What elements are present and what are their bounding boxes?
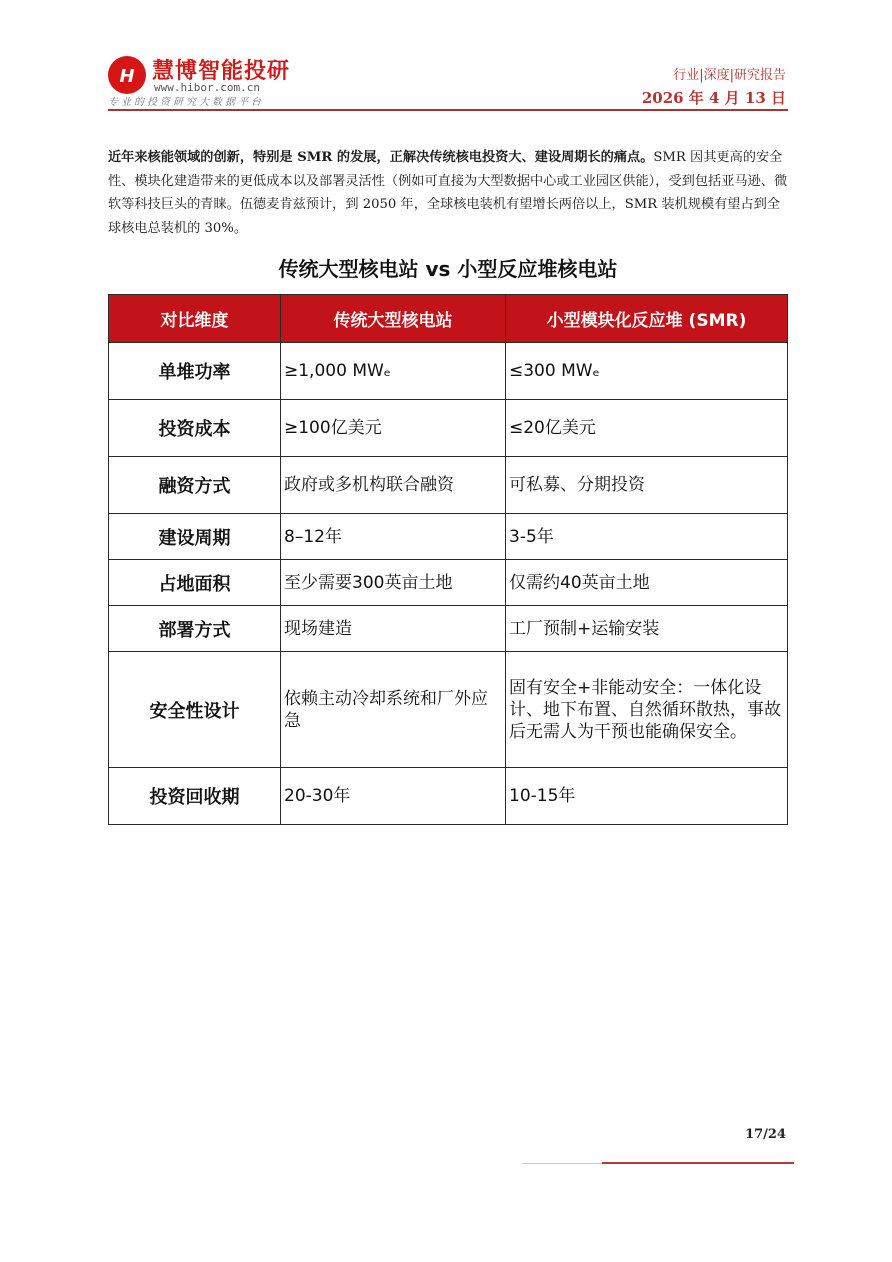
smr-value: 固有安全+非能动安全：一体化设计、地下布置、自然循环散热，事故后无需人为干预也能确保安全。 xyxy=(506,652,788,768)
paragraph-lead-bold: 近年来核能领域的创新，特别是 SMR 的发展，正解决传统核电投资大、建设周期长的痛点。 xyxy=(108,150,654,165)
page-header xyxy=(108,52,788,110)
page-number: 17/24 xyxy=(745,1127,786,1142)
smr-value: 仅需约40英亩土地 xyxy=(506,560,788,606)
table-row xyxy=(109,606,788,652)
row-dimension: 投资成本 xyxy=(109,400,281,457)
traditional-value: 现场建造 xyxy=(281,606,506,652)
footer-divider-red xyxy=(602,1162,794,1164)
traditional-value: 8–12年 xyxy=(281,514,506,560)
report-date: 2026 年 4 月 13 日 xyxy=(641,89,786,107)
table-row xyxy=(109,514,788,560)
table-row xyxy=(109,560,788,606)
row-dimension: 占地面积 xyxy=(109,560,281,606)
hibor-logo-mark xyxy=(108,56,146,94)
traditional-value: ≥100亿美元 xyxy=(281,400,506,457)
traditional-value: 依赖主动冷却系统和厂外应急 xyxy=(281,652,506,768)
smr-value: 工厂预制+运输安装 xyxy=(506,606,788,652)
column-header-smr: 小型模块化反应堆 (SMR) xyxy=(506,295,788,343)
table-row xyxy=(109,768,788,825)
row-dimension: 安全性设计 xyxy=(109,652,281,768)
comparison-table xyxy=(108,294,788,825)
hibor-logo-icon xyxy=(108,56,146,94)
figure-title: 传统大型核电站 vs 小型反应堆核电站 xyxy=(278,257,618,281)
brand-name: 慧博智能投研 xyxy=(152,59,291,84)
traditional-value: 20-30年 xyxy=(281,768,506,825)
brand-url: www.hibor.com.cn xyxy=(154,81,260,94)
row-dimension: 单堆功率 xyxy=(109,343,281,400)
table-row xyxy=(109,652,788,768)
traditional-value: ≥1,000 MWₑ xyxy=(281,343,506,400)
traditional-value: 至少需要300英亩土地 xyxy=(281,560,506,606)
traditional-value: 政府或多机构联合融资 xyxy=(281,457,506,514)
paragraph-body: SMR 因其更高的安全性、模块化建造带来的更低成本以及部署灵活性（例如可直接为大型数据中心或工业园区供能），受到包括亚马逊、微软等科技巨头的青睐。伍德麦肯兹预计，到 2050 年，全球核电装机有望增长两倍以上，SMR 装机规模有望占到全球核电总装机的 30%。 xyxy=(108,150,788,236)
table-header-row xyxy=(109,295,788,343)
report-type: 行业|深度|研究报告 xyxy=(673,68,786,83)
smr-value: ≤300 MWₑ xyxy=(506,343,788,400)
smr-value: 3-5年 xyxy=(506,514,788,560)
row-dimension: 部署方式 xyxy=(109,606,281,652)
table-row xyxy=(109,400,788,457)
smr-value: ≤20亿美元 xyxy=(506,400,788,457)
row-dimension: 融资方式 xyxy=(109,457,281,514)
table-row xyxy=(109,343,788,400)
smr-value: 10-15年 xyxy=(506,768,788,825)
svg-text:H: H xyxy=(119,66,135,87)
body-paragraph xyxy=(108,146,788,240)
table-row xyxy=(109,457,788,514)
column-header-traditional: 传统大型核电站 xyxy=(281,295,506,343)
column-header-dimension: 对比维度 xyxy=(109,295,281,343)
smr-value: 可私募、分期投资 xyxy=(506,457,788,514)
row-dimension: 投资回收期 xyxy=(109,768,281,825)
row-dimension: 建设周期 xyxy=(109,514,281,560)
brand-slogan: 专业的投资研究大数据平台 xyxy=(108,97,264,108)
header-divider xyxy=(108,109,788,111)
footer-divider-grey xyxy=(522,1163,602,1164)
